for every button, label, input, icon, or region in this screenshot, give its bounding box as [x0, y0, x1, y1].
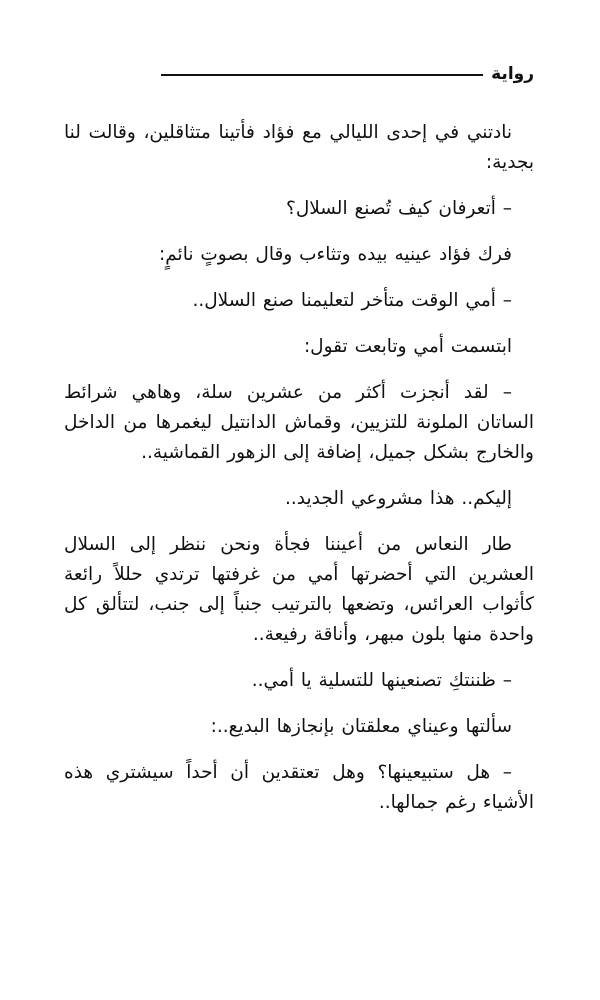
paragraph: ابتسمت أمي وتابعت تقول:: [303, 336, 512, 357]
paragraph: – ظننتكِ تصنعينها للتسلية يا أمي..: [251, 670, 512, 691]
body-text: [64, 118, 534, 834]
paragraph: طار النعاس من أعيننا فجأة ونحن ننظر إلى السلال العشرين التي أحضرتها أمي من غرفتها ترتدي حللاً رائعة كأثواب العرائس، وتضعها بالترتيب جنباً إلى جنب، لتتألق كل واحدة منها بلون مبهر، وأناقة رفيعة..: [64, 534, 534, 645]
paragraph: إليكم.. هذا مشروعي الجديد..: [285, 488, 512, 509]
running-header: [161, 62, 534, 86]
paragraph: – أتعرفان كيف تُصنع السلال؟: [286, 198, 512, 219]
paragraph: نادتني في إحدى الليالي مع فؤاد فأتينا متثاقلين، وقالت لنا بجدية:: [64, 122, 534, 173]
paragraph: – لقد أنجزت أكثر من عشرين سلة، وهاهي شرائط الساتان الملونة للتزيين، وقماش الدانتيل ليغمرها من الداخل والخارج بشكل جميل، إضافة إلى الزهور القماشية..: [64, 382, 534, 463]
paragraph: سألتها وعيناي معلقتان بإنجازها البديع..:: [210, 716, 512, 737]
paragraph: فرك فؤاد عينيه بيده وتثاءب وقال بصوتٍ نائمٍ:: [159, 244, 512, 265]
header-rule: [161, 74, 483, 76]
paragraph: – هل ستبيعينها؟ وهل تعتقدين أن أحداً سيشتري هذه الأشياء رغم جمالها..: [64, 762, 534, 813]
paragraph: – أمي الوقت متأخر لتعليمنا صنع السلال..: [192, 290, 512, 311]
header-label: رواية: [491, 64, 534, 84]
